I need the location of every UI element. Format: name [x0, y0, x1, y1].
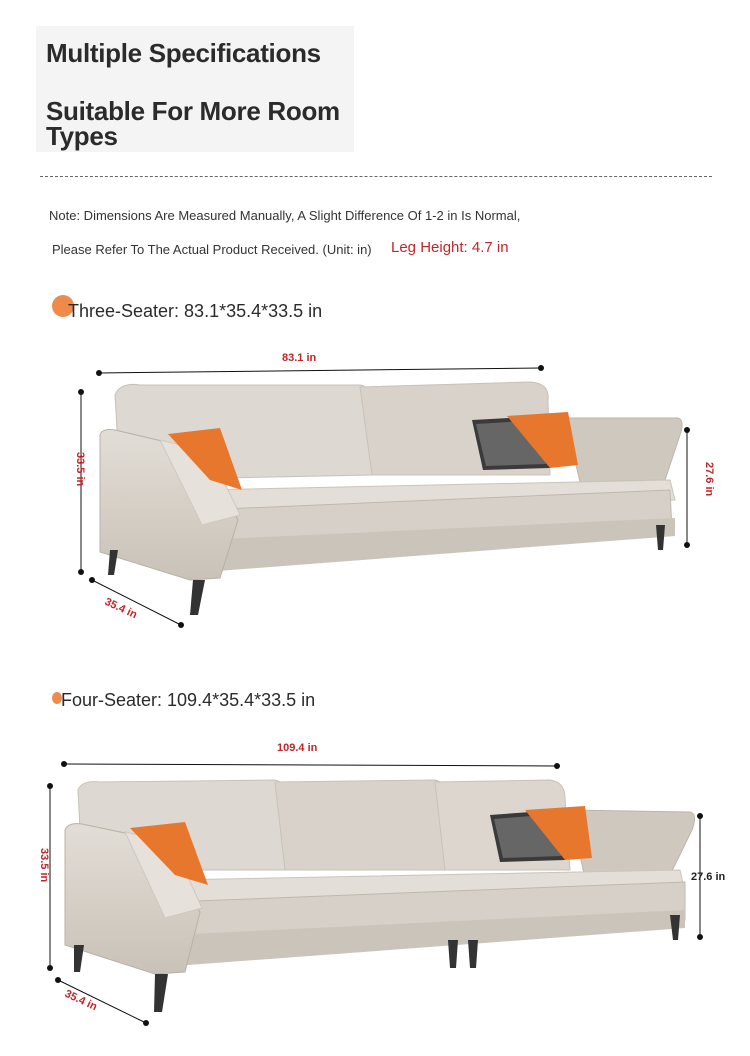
- three-seater-illustration: [60, 340, 740, 640]
- four-seater-spec: Four-Seater: 109.4*35.4*33.5 in: [61, 690, 316, 710]
- depth-label: 35.4 in: [102, 595, 139, 622]
- seat-height-label: 27.6 in: [703, 462, 715, 497]
- depth-label: 35.4 in: [62, 987, 99, 1014]
- dashed-divider: [40, 176, 712, 177]
- title-suitable-room: Suitable For More Room: [46, 96, 340, 126]
- seat-height-label: 27.6 in: [691, 871, 726, 883]
- leg-height-note: Leg Height: 4.7 in: [391, 239, 509, 256]
- four-seater-sofa: [62, 780, 695, 1014]
- height-label: 33.5 in: [38, 848, 50, 883]
- height-label: 33.5 in: [74, 452, 86, 487]
- four-seater-illustration: [30, 730, 745, 1040]
- title-types: Types: [46, 121, 118, 151]
- width-label: 83.1 in: [282, 352, 317, 364]
- note-line-2: Please Refer To The Actual Product Received. (Unit: in): [52, 242, 372, 257]
- title-multiple-specifications: Multiple Specifications: [46, 38, 321, 68]
- seat-height-dimension: [684, 427, 690, 548]
- three-seater-spec: Three-Seater: 83.1*35.4*33.5 in: [68, 301, 323, 321]
- width-dimension: [96, 365, 544, 376]
- width-label: 109.4 in: [277, 742, 318, 754]
- depth-dimension: [89, 577, 184, 628]
- width-dimension: [61, 761, 560, 769]
- note-line-1: Note: Dimensions Are Measured Manually, A Slight Difference Of 1-2 in Is Normal,: [49, 208, 521, 223]
- three-seater-sofa: [100, 382, 682, 615]
